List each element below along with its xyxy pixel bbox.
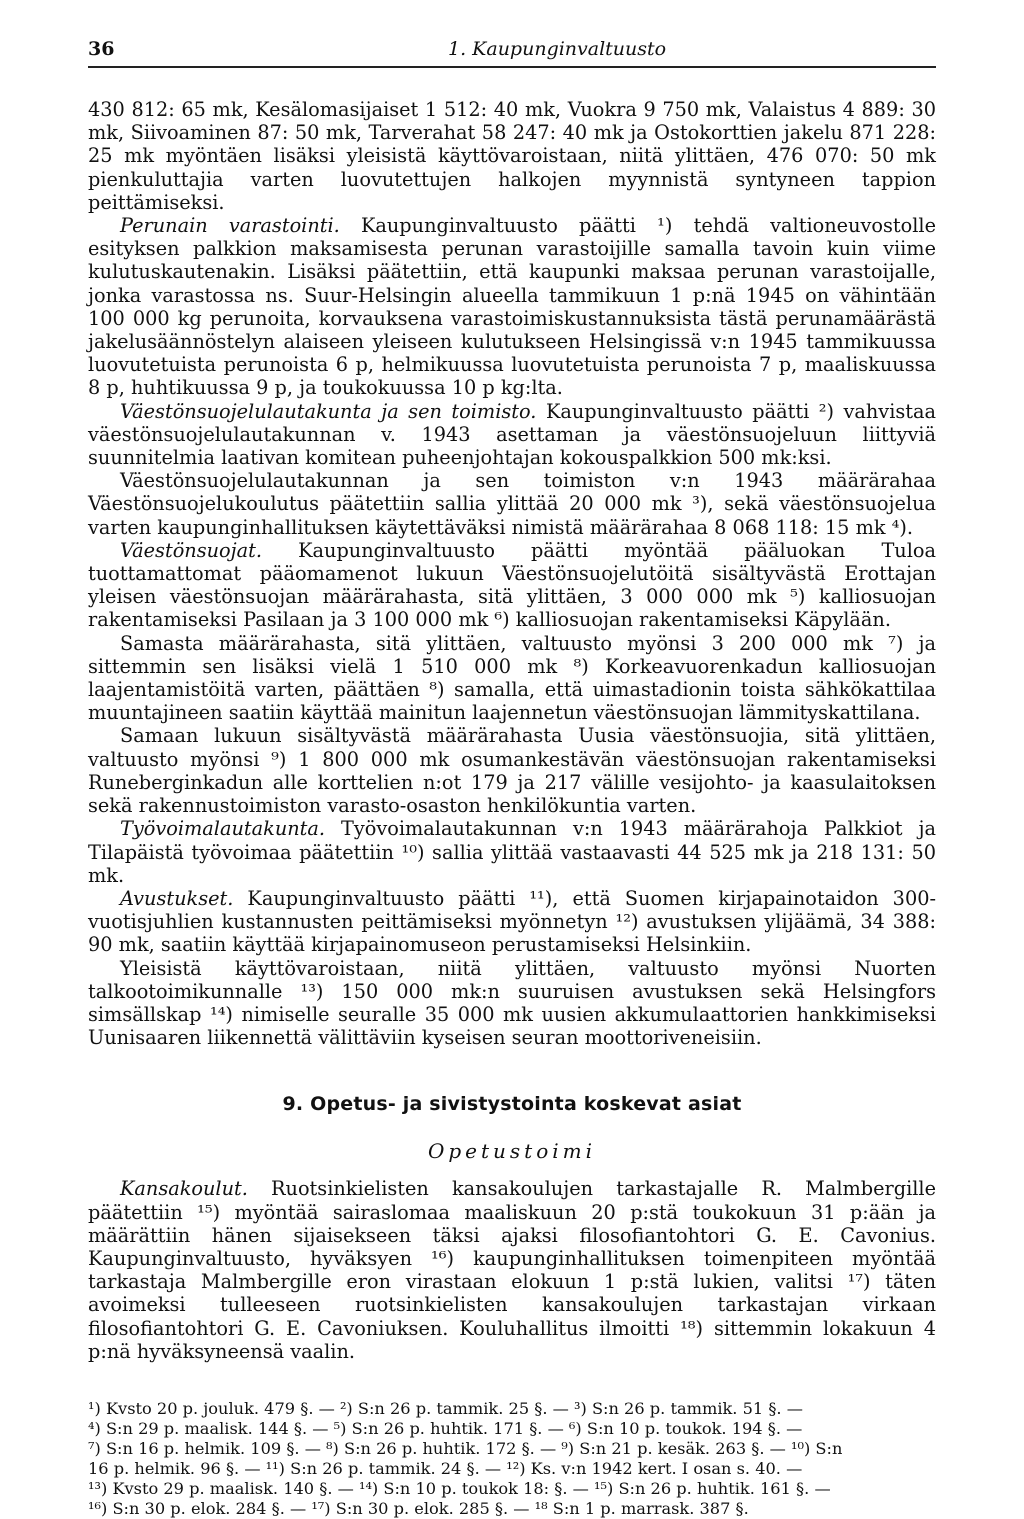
paragraph [88,724,936,817]
paragraph-text: 430 812: 65 mk, Kesälomasijaiset 1 512: 40 mk, Vuokra 9 750 mk, Valaistus 4 889: 30 mk, Siivoaminen 87: 50 mk, Tarverahat 58 247: 40 mk ja Ostokorttien jakelu 871 228: 25 mk myöntäen lisäksi yleisistä käyttövaroistaan, niitä ylittäen, 476 070: 50 mk pienkuluttajia varten luovutettujen halkojen myynnistä syntyneen tappion peittämiseksi. [88,98,936,214]
paragraph [88,632,936,725]
paragraph-text: Yleisistä käyttövaroistaan, niitä ylittäen, valtuusto myönsi Nuorten talkootoimikunnalle ¹³) 150 000 mk:n suuruisen avustuksen sekä Helsingfors simsällskap ¹⁴) nimiselle seuralle 35 000 mk uusien akkumulaattorien hankkimiseksi Uunisaaren liikennettä välittäviin kyseisen seuran moottoriveneisiin. [88,956,936,1050]
page-body [88,98,936,1519]
footnote-line: ⁷) S:n 16 p. helmik. 109 §. — ⁸) S:n 26 p. huhtik. 172 §. — ⁹) S:n 21 p. kesäk. 263 §. — ¹⁰) S:n [88,1438,843,1458]
paragraph [88,817,936,887]
paragraph-text: Kaupunginvaltuusto päätti myöntää pääluokan Tuloa tuottamattomat pääomamenot lukuun Väestönsuojelutöitä sisältyvästä Erottajan yleisen väestönsuojan määrärahasta, sitä ylittäen, 3 000 000 mk ⁵) kalliosuojan rakentamiseksi Pasilaan ja 3 100 000 mk ⁶) kalliosuojan rakentamiseksi Käpylään. [88,538,936,632]
paragraphs-block [88,98,936,1049]
footnotes [88,1399,936,1519]
paragraph-heading: Työvoimalautakunta. [120,817,326,841]
paragraph [88,539,936,632]
paragraph-text: Samaan lukuun sisältyvästä määrärahasta Uusia väestönsuojia, sitä ylittäen, valtuusto myönsi ⁹) 1 800 000 mk osumankestävän väestönsuojan rakentamiseksi Runeberginkadun alle korttelien n:ot 179 ja 217 välille vesijohto- ja kaasulaitoksen sekä rakennustoimiston varasto-osaston henkilökuntia varten. [88,724,936,818]
section-title: 9. Opetus- ja sivistystointa koskevat asiat [282,1093,742,1116]
footnote-line: 16 p. helmik. 96 §. — ¹¹) S:n 26 p. tammik. 24 §. — ¹²) Ks. v:n 1942 kert. I osan s. 40. — [88,1458,803,1478]
footnote-line: ¹) Kvsto 20 p. jouluk. 479 §. — ²) S:n 26 p. tammik. 25 §. — ³) S:n 26 p. tammik. 51 §. — [88,1398,803,1418]
paragraph [88,98,936,214]
paragraphs-block-2 [88,1177,936,1363]
running-title: 1. Kaupunginvaltuusto [448,38,667,60]
footnote-line: ¹³) Kvsto 29 p. maalisk. 140 §. — ¹⁴) S:n 10 p. toukok 18: §. — ¹⁵) S:n 26 p. huhtik. 161 §. — [88,1478,831,1498]
paragraph-text: Ruotsinkielisten kansakoulujen tarkastajalle R. Malmbergille päätettiin ¹⁵) myöntää sairaslomaa maaliskuun 20 p:stä toukokuun 31 p:ään ja määrättiin hänen sijaisekseen täksi ajaksi filosofiantohtori G. E. Cavonius. Kaupunginvaltuusto, hyväksyen ¹⁶) kaupunginhallituksen toimenpiteen myöntää tarkastaja Malmbergille eron virastaan elokuun 1 p:stä lukien, valitsi ¹⁷) täten avoimeksi tulleeseen ruotsinkielisten kansakoulujen tarkastajan virkaan filosofiantohtori G. E. Cavoniuksen. Kouluhallitus ilmoitti ¹⁸) sittemmin lokakuun 4 p:nä hyväksyneensä vaalin. [88,1177,936,1363]
paragraph-text: Kaupunginvaltuusto päätti ¹¹), että Suomen kirjapainotaidon 300-vuotisjuhlien kustannusten peittämiseksi myönnetyn ¹²) avustuksen ylijäämä, 34 388: 90 mk, saatiin käyttää kirjapainomuseon perustamiseksi Helsinkiin. [88,886,936,957]
footnote-line: ¹⁶) S:n 30 p. elok. 284 §. — ¹⁷) S:n 30 p. elok. 285 §. — ¹⁸ S:n 1 p. marrask. 387 §. [88,1498,749,1518]
paragraph-text: Väestönsuojelulautakunnan ja sen toimiston v:n 1943 määrärahaa Väestönsuojelukoulutus päätettiin sallia ylittää 20 000 mk ³), sekä väestönsuojeluа varten kaupunginhallituksen käytettäväksi nimistä määrärahaa 8 068 118: 15 mk ⁴). [88,469,936,539]
paragraph-text: Kaupunginvaltuusto päätti ¹) tehdä valtioneuvostolle esityksen palkkion maksamisesta perunan varastoijille samalla tavoin kuin viime kulutuskautenakin. Lisäksi päätettiin, että kaupunki maksaa perunan varastoijalle, jonka varastossa ns. Suur-Helsingin alueella tammikuun 1 p:nä 1945 on vähintään 100 000 kg perunoita, korvauksena varastoimiskustannuksista tästä perunamäärästä jakelusäännöstelyn alaiseen yleiseen kulutukseen Helsingissä v:n 1945 tammikuussa luovutetuista perunoista 6 p, helmikuussa luovutetuista perunoista 7 p, maaliskuussa 8 p, huhtikuussa 9 p, ja toukokuussa 10 p kg:lta. [88,214,936,400]
subsection-title: Opetustoimi [427,1139,597,1164]
paragraph-heading: Kansakoulut. [120,1177,248,1201]
paragraph [88,214,936,400]
page-number: 36 [88,38,115,60]
paragraph-text: Samasta määrärahasta, sitä ylittäen, valtuusto myönsi 3 200 000 mk ⁷) ja sittemmin sen lisäksi vielä 1 510 000 mk ⁸) Korkeavuorenkadun kalliosuojan laajentamistöitä varten, päättäen ⁸) samalla, että uimastadionin toista sähkökattilaa muuntajineen saatiin käyttää mainitun laajennetun väestönsuojan lämmityskattilana. [88,631,936,725]
paragraph-heading: Avustukset. [120,886,234,910]
paragraph-text: Kaupunginvaltuusto päätti ²) vahvistaa väestönsuojelulautakunnan v. 1943 asettaman ja väestönsuojeluun liittyviä suunnitelmia laativan komitean puheenjohtajan kokouspalkkion 500 mk:ksi. [88,399,937,470]
paragraph [88,957,936,1050]
paragraph-heading: Perunain varastointi. [120,214,340,238]
paragraph [88,1177,936,1363]
paragraph-heading: Väestönsuojat. [120,538,263,562]
paragraph [88,469,936,539]
paragraph-heading: Väestönsuojelulautakunta ja sen toimisto. [120,399,537,423]
paragraph [88,887,936,957]
paragraph-text: Työvoimalautakunnan v:n 1943 määrärahoja Palkkiot ja Tilapäistä työvoimaa päätettiin ¹⁰) sallia ylittää vastaavasti 44 525 mk ja 218 131: 50 mk. [88,817,936,887]
paragraph [88,400,936,470]
footnote-line: ⁴) S:n 29 p. maalisk. 144 §. — ⁵) S:n 26 p. huhtik. 171 §. — ⁶) S:n 10 p. toukok. 194 §. — [88,1418,803,1438]
page-header [88,30,936,68]
